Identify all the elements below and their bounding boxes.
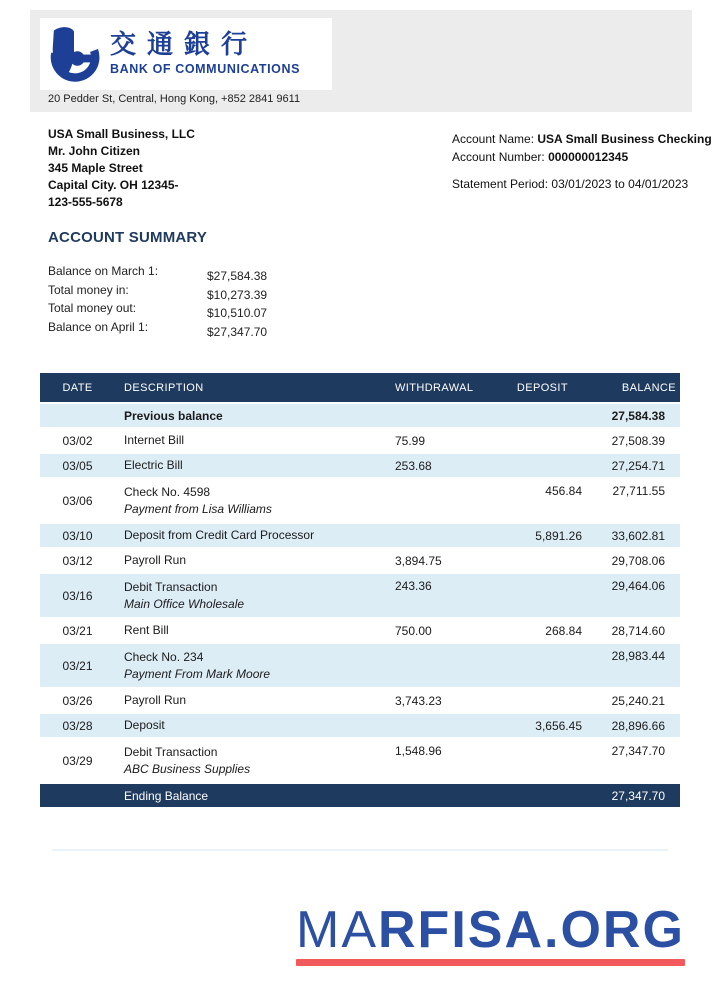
bank-name-chinese: 交通銀行 [110, 30, 259, 61]
header-withdrawal: WITHDRAWAL [383, 373, 480, 403]
tx-description: Payroll Run [124, 693, 187, 707]
watermark-underline [296, 959, 685, 966]
summary-value: $27,347.70 [207, 324, 268, 339]
tx-date: 03/02 [62, 433, 93, 448]
transaction-row [40, 428, 680, 453]
tx-withdrawal [383, 643, 480, 688]
account-number-value: 000000012345 [548, 149, 629, 164]
table-header-row [40, 373, 680, 403]
tx-balance: 33,602.81 [611, 529, 665, 543]
transaction-row [40, 523, 680, 548]
tx-description-cell [115, 713, 383, 738]
tx-description-cell [115, 738, 383, 783]
statement-period-line [452, 176, 712, 194]
tx-withdrawal: 1,548.96 [395, 744, 442, 758]
customer-line: 345 Maple Street [48, 161, 143, 175]
tx-date: 03/28 [62, 718, 93, 733]
summary-label: Total money out: [48, 301, 137, 315]
watermark-light-text: MA [296, 901, 378, 959]
tx-date: 03/05 [62, 458, 93, 473]
tx-date: 03/06 [62, 493, 93, 508]
tx-description: Debit Transaction [124, 579, 218, 594]
ending-balance-row [40, 783, 680, 808]
tx-description: Deposit from Credit Card Processor [124, 528, 315, 542]
tx-balance: 27,254.71 [611, 459, 665, 473]
account-number-line [452, 149, 712, 167]
tx-deposit [480, 453, 588, 478]
tx-deposit: 3,656.45 [535, 719, 582, 733]
account-name-value: USA Small Business Checking [537, 132, 712, 146]
tx-subdescription: Payment from Lisa Williams [124, 501, 272, 516]
tx-description-cell [115, 548, 383, 573]
tx-description: Deposit [124, 718, 165, 732]
tx-subdescription: Payment From Mark Moore [124, 666, 271, 681]
tx-description-cell [115, 573, 383, 618]
tx-balance: 27,711.55 [612, 484, 665, 498]
tx-deposit: 456.84 [545, 484, 582, 498]
previous-balance-label: Previous balance [124, 408, 223, 423]
tx-description: Payroll Run [124, 553, 187, 567]
tx-balance: 28,714.60 [611, 624, 665, 638]
bank-name-english: BANK OF COMMUNICATIONS [110, 61, 301, 76]
tx-description-cell [115, 478, 383, 523]
tx-withdrawal: 243.36 [395, 579, 432, 593]
tx-date: 03/29 [62, 753, 93, 768]
tx-withdrawal: 3,743.23 [395, 694, 442, 708]
tx-date: 03/21 [62, 658, 93, 673]
tx-deposit [480, 548, 588, 573]
table-bottom-rule [52, 849, 668, 851]
account-info-block [452, 131, 712, 194]
summary-label: Balance on April 1: [48, 319, 149, 334]
header-date: DATE [40, 373, 115, 403]
bank-address: 20 Pedder St, Central, Hong Kong, +852 2841 9611 [48, 93, 301, 105]
transaction-row [40, 548, 680, 573]
tx-description-cell [115, 453, 383, 478]
previous-balance-value: 27,584.38 [611, 409, 665, 423]
transaction-row [40, 643, 680, 688]
tx-withdrawal [383, 403, 480, 428]
previous-balance-row [40, 403, 680, 428]
summary-value: $27,584.38 [207, 269, 268, 283]
tx-date [40, 783, 115, 808]
transaction-row [40, 478, 680, 523]
tx-withdrawal [383, 478, 480, 523]
tx-withdrawal [383, 523, 480, 548]
tx-description-cell [115, 688, 383, 713]
tx-deposit [480, 783, 588, 808]
tx-withdrawal: 3,894.75 [395, 554, 442, 568]
tx-description-cell [115, 618, 383, 643]
account-name-label: Account Name: [452, 132, 535, 146]
tx-deposit [480, 688, 588, 713]
tx-description-cell [115, 523, 383, 548]
tx-balance: 27,508.39 [611, 434, 665, 448]
statement-period-value: 03/01/2023 to 04/01/2023 [551, 177, 689, 191]
tx-deposit: 268.84 [545, 624, 582, 638]
tx-date: 03/16 [62, 588, 93, 603]
summary-label: Total money in: [48, 282, 129, 297]
tx-balance: 28,896.66 [611, 719, 665, 733]
tx-description-cell [115, 643, 383, 688]
header-description: DESCRIPTION [115, 373, 383, 403]
tx-description: Check No. 4598 [124, 484, 211, 499]
tx-description: Internet Bill [124, 433, 185, 447]
summary-value: $10,510.07 [207, 306, 268, 320]
account-summary-title: ACCOUNT SUMMARY [48, 229, 208, 246]
tx-withdrawal [383, 783, 480, 808]
tx-deposit: 5,891.26 [535, 529, 582, 543]
transaction-row [40, 713, 680, 738]
tx-subdescription: ABC Business Supplies [124, 761, 251, 776]
bank-of-communications-logo-icon [46, 26, 102, 82]
tx-description: Check No. 234 [124, 649, 204, 664]
tx-balance: 27,347.70 [611, 744, 665, 758]
summary-label: Balance on March 1: [48, 264, 159, 278]
header-deposit: DEPOSIT [480, 373, 588, 403]
tx-description: Rent Bill [124, 623, 169, 637]
account-number-label: Account Number: [452, 149, 545, 164]
tx-date: 03/21 [62, 623, 93, 638]
transaction-row [40, 453, 680, 478]
ending-balance-value: 27,347.70 [611, 788, 665, 803]
tx-withdrawal: 75.99 [395, 434, 426, 448]
tx-date [40, 403, 115, 428]
tx-date: 03/26 [62, 693, 93, 708]
marfisa-wordmark [296, 903, 685, 958]
transaction-row [40, 618, 680, 643]
tx-deposit [480, 643, 588, 688]
tx-balance: 29,464.06 [611, 579, 665, 593]
statement-period-label: Statement Period: [452, 177, 549, 191]
tx-withdrawal: 253.68 [395, 459, 432, 473]
ending-balance-label: Ending Balance [124, 788, 209, 803]
header-band [30, 10, 692, 112]
customer-line: USA Small Business, LLC [48, 127, 195, 141]
tx-description: Electric Bill [124, 458, 183, 472]
transaction-row [40, 738, 680, 783]
tx-withdrawal: 750.00 [395, 624, 432, 638]
tx-deposit [480, 573, 588, 618]
tx-deposit [480, 738, 588, 783]
bank-logo-box [40, 18, 332, 90]
tx-balance: 25,240.21 [611, 694, 665, 708]
watermark-bold-text: RFISA.ORG [378, 901, 685, 959]
tx-withdrawal [383, 713, 480, 738]
tx-deposit [480, 428, 588, 453]
tx-date: 03/10 [62, 528, 93, 543]
transaction-row [40, 573, 680, 618]
customer-line: Mr. John Citizen [48, 144, 141, 158]
tx-subdescription: Main Office Wholesale [124, 596, 245, 611]
customer-address-block [48, 126, 195, 211]
marfisa-watermark [296, 903, 685, 966]
tx-balance: 28,983.44 [611, 649, 665, 663]
tx-balance: 29,708.06 [611, 554, 665, 568]
summary-value: $10,273.39 [207, 287, 268, 302]
account-summary-table [48, 262, 268, 339]
transaction-row [40, 688, 680, 713]
tx-description-cell [115, 428, 383, 453]
bank-name [110, 32, 300, 75]
transactions-table [40, 373, 680, 809]
customer-line: Capital City. OH 12345- [48, 178, 179, 192]
tx-date: 03/12 [62, 553, 93, 568]
account-name-line [452, 131, 712, 149]
tx-description: Debit Transaction [124, 744, 218, 759]
customer-line: 123-555-5678 [48, 195, 123, 209]
header-balance: BALANCE [588, 373, 680, 403]
tx-deposit [480, 403, 588, 428]
